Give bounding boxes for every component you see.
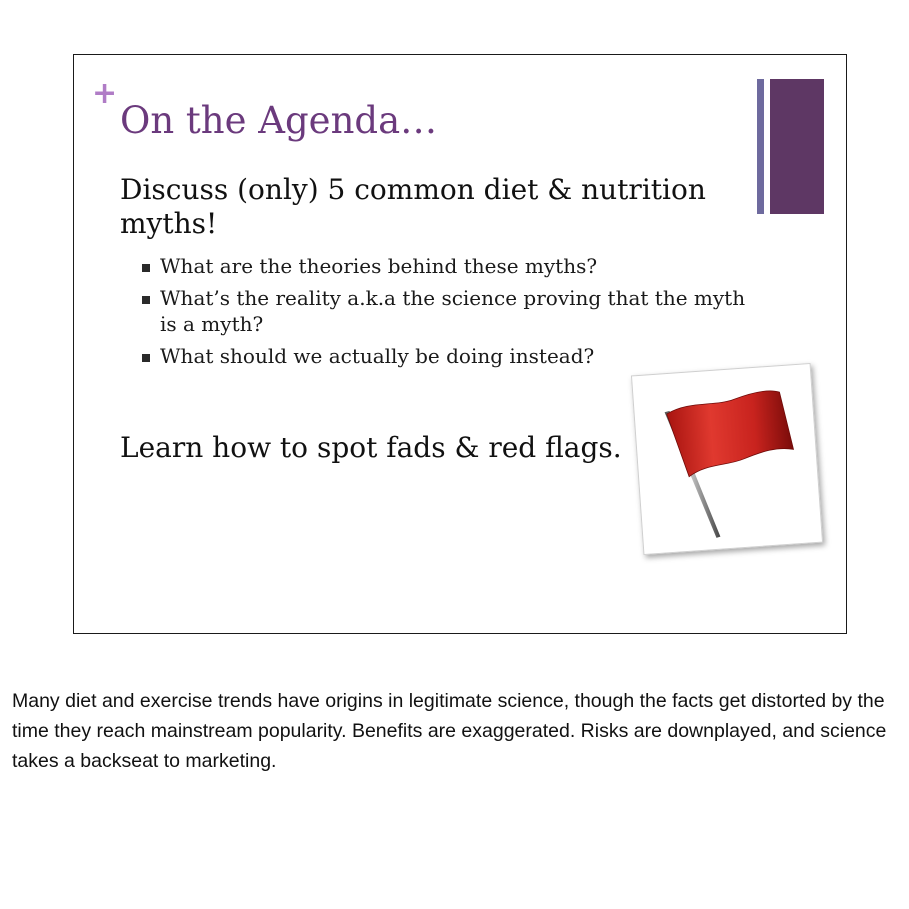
bullet-item <box>140 285 760 337</box>
learn-text: Learn how to spot fads & red flags. <box>120 431 622 464</box>
slide-title: On the Agenda… <box>120 99 438 142</box>
bullet-square-icon <box>142 264 150 272</box>
plus-icon: + <box>92 76 118 111</box>
slide <box>73 54 847 634</box>
accent-bar-thick <box>770 79 824 214</box>
bullet-list <box>140 253 760 375</box>
bullet-text: What should we actually be doing instead? <box>160 344 595 368</box>
bullet-item <box>140 343 760 369</box>
red-flag-icon <box>632 364 822 554</box>
bullet-item <box>140 253 760 279</box>
speaker-notes: Many diet and exercise trends have origins in legitimate science, though the facts get distorted by the time they reach mainstream popularity. Benefits are exaggerated. Risks are downplayed, and science takes a backseat to marketing. <box>12 690 887 772</box>
slide-heading: Discuss (only) 5 common diet & nutrition myths! <box>120 173 706 240</box>
bullet-text: What are the theories behind these myths? <box>160 254 598 278</box>
bullet-square-icon <box>142 354 150 362</box>
bullet-text: What’s the reality a.k.a the science proving that the myth is a myth? <box>160 286 746 336</box>
bullet-square-icon <box>142 296 150 304</box>
red-flag-image <box>631 363 823 555</box>
